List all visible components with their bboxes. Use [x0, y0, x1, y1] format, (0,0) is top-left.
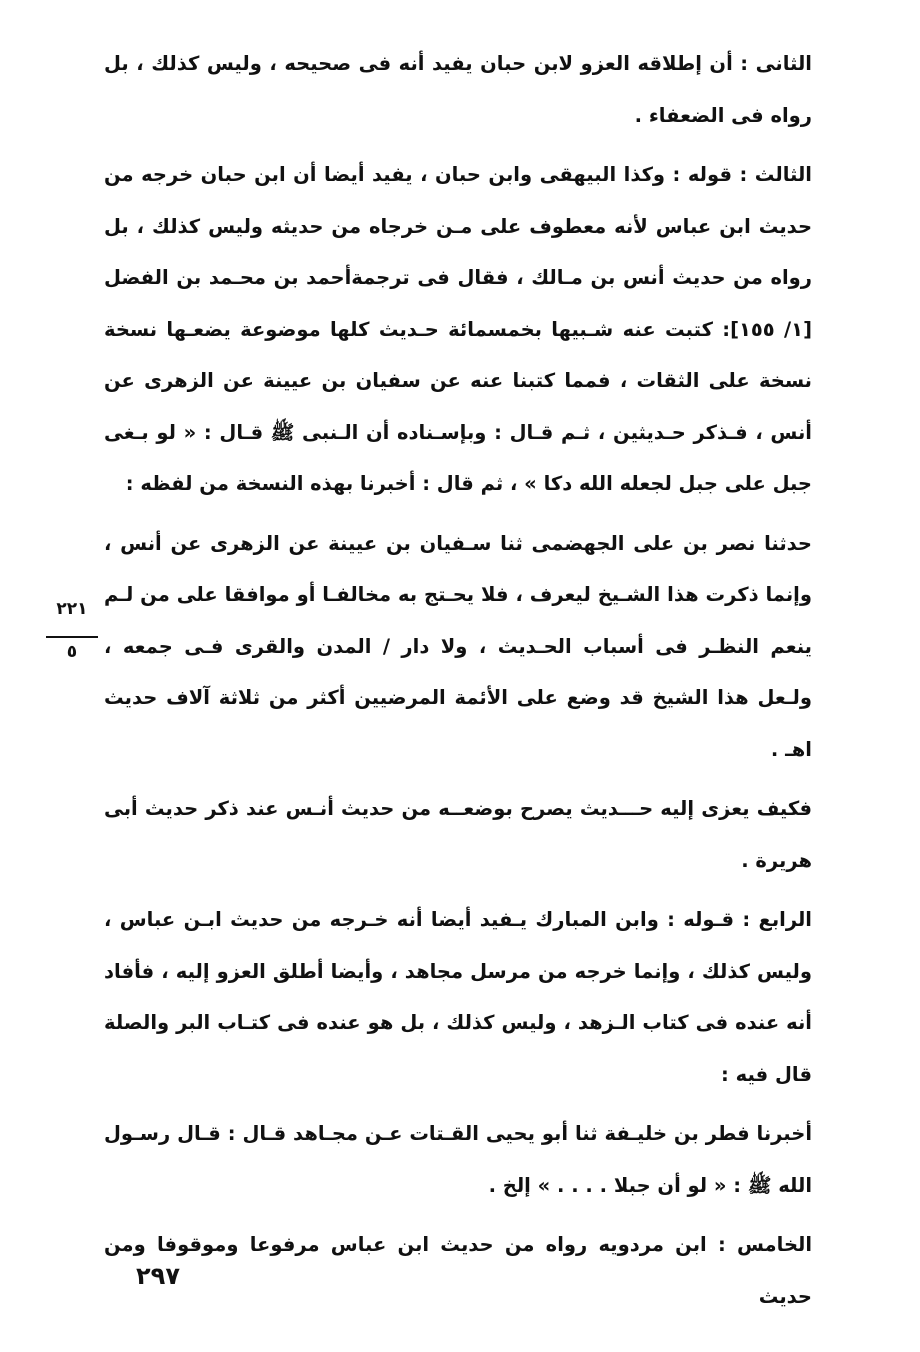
page-number: ٢٩٧ [136, 1262, 180, 1290]
paragraph-quoted-narration: حدثنا نصر بن على الجهضمى ثنا سـفيان بن عيينة عن الزهرى عن أنس ، وإنما ذكرت هذا الشـيخ ليعرف ، فلا يحـتج به مخالفـا أو موافقا على من لـم ينعم النظـر فى أسباب الحـديث ، ولا دار / المدن والقرى فـى جمعه ، ولـعل هذا الشيخ قد وضع على الأئمة المرضيين أكثر من ثلاثة آلاف حديث اهـ . [104, 531, 812, 761]
margin-divider [46, 636, 98, 638]
main-text [104, 38, 812, 1330]
paragraph-second-point: الثانى : أن إطلاقه العزو لابن حبان يفيد أنه فى صحيحه ، وليس كذلك ، بل رواه فى الضعفاء . [104, 52, 812, 127]
margin-folio-number: ٢٢١ [56, 599, 88, 619]
paragraph-fifth-point: الخامس : ابن مردويه رواه من حديث ابن عباس مرفوعا وموقوفا ومن حديث [104, 1233, 812, 1308]
paragraph-question: فكيف يعزى إليه حـــديث يصرح بوضعــه من حديث أنـس عند ذكر حديث أبى هريرة . [104, 797, 812, 872]
paragraph-fourth-point: الرابع : قـوله : وابن المبارك يـفيد أيضا أنه خـرجه من حديث ابـن عباس ، وليس كذلك ، وإنما خرجه من مرسل مجاهد ، وأيضا أطلق العزو إليه ، فأفاد أنه عنده فى كتاب الـزهد ، وليس كذلك ، بل هو عنده فى كتـاب البر والصلة قال فيه : [104, 908, 812, 1086]
margin-folio-sub: ٥ [66, 642, 78, 662]
paragraph-third-point: الثالث : قوله : وكذا البيهقى وابن حبان ، يفيد أيضا أن ابن حبان خرجه من حديث ابن عباس لأنه معطوف على مـن خرجاه من حديثه وليس كذلك ، بل رواه من حديث أنس بن مـالك ، فقال فى ترجمةأحمد بن محـمد بن الفضل [١/ ١٥٥]: كتبت عنه شـبيها بخمسمائة حـديث كلها موضوعة يضعـها نسخة نسخة على الثقات ، فمما كتبنا عنه عن سفيان بن عيينة عن الزهرى عن أنس ، فـذكر حـديثين ، ثـم قـال : وبإسـناده أن الـنبى ﷺ قـال : « لو بـغى جبل على جبل لجعله الله دكا » ، ثم قال : أخبرنا بهذه النسخة من لفظه : [104, 163, 812, 495]
paragraph-mujahid-narration: أخبرنا فطر بن خليـفة ثنا أبو يحيى القـتات عـن مجـاهد قـال : قـال رسـول الله ﷺ : « لو أن جبلا . . . . » إلخ . [104, 1122, 812, 1197]
margin-folio-reference [44, 598, 100, 662]
